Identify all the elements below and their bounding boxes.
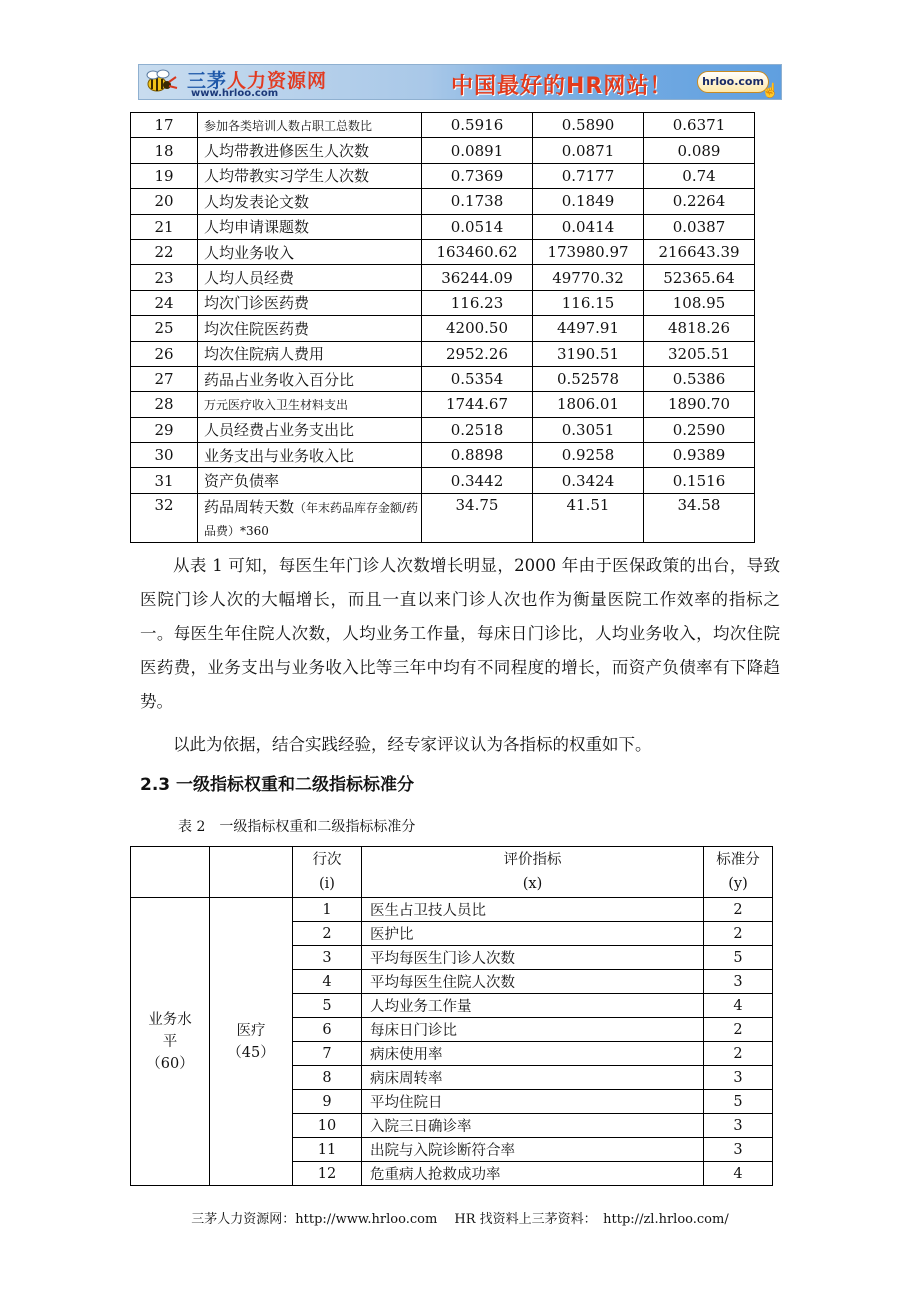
cell-v1: 0.7369 (422, 163, 533, 188)
cell-y: 3 (704, 970, 773, 994)
cell-x: 每床日门诊比 (362, 1018, 704, 1042)
table-row (131, 392, 755, 417)
cell-v3: 108.95 (644, 290, 755, 315)
cell-i: 10 (293, 1114, 362, 1138)
header-indicator-symbol: (x) (522, 876, 543, 892)
cell-v3: 0.74 (644, 163, 755, 188)
cell-no: 18 (131, 138, 198, 163)
cell-v2: 173980.97 (533, 239, 644, 264)
conclusion-paragraph: 以此为依据，结合实践经验，经专家评议认为各指标的权重如下。 (173, 735, 652, 754)
table-row (131, 443, 755, 468)
cell-v3: 0.5386 (644, 366, 755, 391)
group-business-level (131, 898, 210, 1186)
cell-name: 人均人员经费 (198, 265, 422, 290)
cell-name: 药品占业务收入百分比 (198, 366, 422, 391)
cell-v2: 0.3424 (533, 468, 644, 493)
cell-v3: 34.58 (644, 493, 755, 542)
section-heading: 2.3 一级指标权重和二级指标标准分 (140, 775, 415, 795)
group-business-level-line: 平 (162, 1033, 178, 1050)
table-row (131, 366, 755, 391)
cell-v1: 0.1738 (422, 189, 533, 214)
cell-v1: 0.3442 (422, 468, 533, 493)
cell-name: 均次门诊医药费 (198, 290, 422, 315)
table-row (131, 189, 755, 214)
header-indicator (362, 847, 704, 898)
cell-y: 3 (704, 1066, 773, 1090)
cell-v1: 0.2518 (422, 417, 533, 442)
banner-slogan: 中国最好的HR网站！ (451, 74, 673, 99)
cell-y: 3 (704, 1114, 773, 1138)
cell-i: 9 (293, 1090, 362, 1114)
cell-i: 5 (293, 994, 362, 1018)
analysis-paragraph: 从表 1 可知，每医生年门诊人次数增长明显，2000 年由于医保政策的出台，导致医院门诊人次的大幅增长，而且一直以来门诊人次也作为衡量医院工作效率的指标之一。每医生年住院人次数，人均业务工作量，每床日门诊比，人均业务收入，均次住院医药费，业务支出与业务收入比等三年中均有不同程度的增长，而资产负债率有下降趋势。 (140, 556, 780, 711)
table-caption: 表 2 一级指标权重和二级指标标准分 (178, 819, 416, 835)
cell-x: 出院与入院诊断符合率 (362, 1138, 704, 1162)
cell-v3: 52365.64 (644, 265, 755, 290)
cell-name: 万元医疗收入卫生材料支出 (198, 392, 422, 417)
table-row (131, 113, 755, 138)
cell-no: 20 (131, 189, 198, 214)
page-footer: 三茅人力资源网：http://www.hrloo.com HR 找资料上三茅资料： http://zl.hrloo.com/ (191, 1212, 729, 1227)
header-row-index-symbol: (i) (319, 876, 335, 892)
site-link-button[interactable]: hrloo.com (697, 71, 769, 93)
cell-y: 4 (704, 1162, 773, 1186)
cell-v2: 49770.32 (533, 265, 644, 290)
cell-name: 业务支出与业务收入比 (198, 443, 422, 468)
cell-no: 25 (131, 316, 198, 341)
cell-v1: 0.0514 (422, 214, 533, 239)
header-banner[interactable] (138, 64, 782, 100)
header-score-label: 标准分 (716, 852, 760, 868)
header-score (704, 847, 773, 898)
cell-v3: 3205.51 (644, 341, 755, 366)
cell-y: 4 (704, 994, 773, 1018)
cell-v3: 0.2264 (644, 189, 755, 214)
header-blank-1 (131, 847, 210, 898)
cell-no: 19 (131, 163, 198, 188)
cell-x: 平均每医生住院人次数 (362, 970, 704, 994)
cell-v1: 4200.50 (422, 316, 533, 341)
cell-v3: 4818.26 (644, 316, 755, 341)
cell-v1: 0.0891 (422, 138, 533, 163)
cell-y: 5 (704, 1090, 773, 1114)
cell-v2: 0.0871 (533, 138, 644, 163)
cell-no: 24 (131, 290, 198, 315)
cell-i: 3 (293, 946, 362, 970)
cell-v3: 1890.70 (644, 392, 755, 417)
weight-table-header (131, 847, 773, 898)
table-row (131, 290, 755, 315)
cell-y: 2 (704, 1018, 773, 1042)
cell-v2: 116.15 (533, 290, 644, 315)
cell-x: 病床使用率 (362, 1042, 704, 1066)
cell-name: 人员经费占业务支出比 (198, 417, 422, 442)
indicator-table (130, 112, 755, 543)
cell-x: 入院三日确诊率 (362, 1114, 704, 1138)
cell-name: 人均带教实习学生人次数 (198, 163, 422, 188)
cell-v3: 0.1516 (644, 468, 755, 493)
table-row (131, 417, 755, 442)
cell-x: 医护比 (362, 922, 704, 946)
table-row (131, 163, 755, 188)
cell-i: 7 (293, 1042, 362, 1066)
table-row (131, 493, 755, 542)
cell-v3: 0.089 (644, 138, 755, 163)
cell-v2: 4497.91 (533, 316, 644, 341)
cell-x: 病床周转率 (362, 1066, 704, 1090)
cell-v2: 41.51 (533, 493, 644, 542)
brand-url: www.hrloo.com (191, 88, 279, 99)
table-row (131, 239, 755, 264)
header-indicator-label: 评价指标 (503, 852, 562, 868)
cell-v1: 0.5916 (422, 113, 533, 138)
cell-no: 32 (131, 493, 198, 542)
cell-v2: 0.9258 (533, 443, 644, 468)
cell-name: 人均带教进修医生人次数 (198, 138, 422, 163)
cell-v2: 0.52578 (533, 366, 644, 391)
group-business-level-line: 业务水 (148, 1011, 192, 1028)
cell-y: 2 (704, 1042, 773, 1066)
cell-no: 21 (131, 214, 198, 239)
cell-y: 2 (704, 898, 773, 922)
cell-no: 17 (131, 113, 198, 138)
cell-y: 5 (704, 946, 773, 970)
cell-y: 2 (704, 922, 773, 946)
header-row-index (293, 847, 362, 898)
cell-no: 28 (131, 392, 198, 417)
cell-x: 危重病人抢救成功率 (362, 1162, 704, 1186)
cell-v1: 2952.26 (422, 341, 533, 366)
cell-name: 均次住院医药费 (198, 316, 422, 341)
header-blank-2 (210, 847, 293, 898)
header-row-index-label: 行次 (312, 852, 342, 868)
group-business-level-line: （60） (146, 1055, 194, 1072)
cell-i: 8 (293, 1066, 362, 1090)
bee-logo-icon (143, 68, 183, 98)
cell-v1: 0.5354 (422, 366, 533, 391)
cell-v2: 0.3051 (533, 417, 644, 442)
table-row (131, 341, 755, 366)
cell-name-note: （年末药品库存金额/药品费）*360 (204, 500, 419, 538)
cell-name: 均次住院病人费用 (198, 341, 422, 366)
cell-v3: 0.6371 (644, 113, 755, 138)
cell-name: 人均申请课题数 (198, 214, 422, 239)
cell-no: 31 (131, 468, 198, 493)
cell-no: 26 (131, 341, 198, 366)
cell-name: 参加各类培训人数占职工总数比 (198, 113, 422, 138)
cell-v2: 0.5890 (533, 113, 644, 138)
cell-name: 人均发表论文数 (198, 189, 422, 214)
cell-i: 12 (293, 1162, 362, 1186)
cell-v3: 216643.39 (644, 239, 755, 264)
cell-v2: 0.1849 (533, 189, 644, 214)
cell-i: 11 (293, 1138, 362, 1162)
cell-no: 22 (131, 239, 198, 264)
cell-name: 资产负债率 (198, 468, 422, 493)
brand-part-2: 人力资源网 (227, 70, 328, 92)
cell-y: 3 (704, 1138, 773, 1162)
hand-cursor-icon: ☝ (761, 83, 779, 99)
cell-v3: 0.9389 (644, 443, 755, 468)
indicator-table-body (131, 113, 755, 543)
table-row (131, 265, 755, 290)
group-medical (210, 898, 293, 1186)
cell-v3: 0.2590 (644, 417, 755, 442)
cell-no: 23 (131, 265, 198, 290)
cell-x: 平均住院日 (362, 1090, 704, 1114)
cell-no: 27 (131, 366, 198, 391)
table-row (131, 898, 773, 922)
group-medical-line: 医疗 (236, 1022, 266, 1039)
cell-name: 人均业务收入 (198, 239, 422, 264)
weight-table (130, 846, 773, 1186)
cell-v1: 163460.62 (422, 239, 533, 264)
cell-v1: 1744.67 (422, 392, 533, 417)
table-row (131, 468, 755, 493)
weight-table-body (131, 847, 773, 1186)
brand-part-1: 三茅 (187, 70, 228, 92)
cell-x: 平均每医生门诊人次数 (362, 946, 704, 970)
cell-no: 29 (131, 417, 198, 442)
cell-v1: 0.8898 (422, 443, 533, 468)
cell-v1: 34.75 (422, 493, 533, 542)
cell-x: 医生占卫技人员比 (362, 898, 704, 922)
cell-no: 30 (131, 443, 198, 468)
table-row (131, 214, 755, 239)
cell-v1: 36244.09 (422, 265, 533, 290)
cell-v2: 0.0414 (533, 214, 644, 239)
cell-v2: 3190.51 (533, 341, 644, 366)
cell-i: 1 (293, 898, 362, 922)
table-row (131, 138, 755, 163)
header-score-symbol: (y) (728, 876, 748, 892)
cell-v1: 116.23 (422, 290, 533, 315)
table-row (131, 316, 755, 341)
cell-name (198, 493, 422, 542)
cell-i: 4 (293, 970, 362, 994)
cell-x: 人均业务工作量 (362, 994, 704, 1018)
cell-v3: 0.0387 (644, 214, 755, 239)
cell-i: 6 (293, 1018, 362, 1042)
group-medical-line: （45） (227, 1044, 275, 1061)
cell-v2: 1806.01 (533, 392, 644, 417)
cell-i: 2 (293, 922, 362, 946)
cell-v2: 0.7177 (533, 163, 644, 188)
cell-name-main: 药品周转天数 (204, 497, 295, 516)
